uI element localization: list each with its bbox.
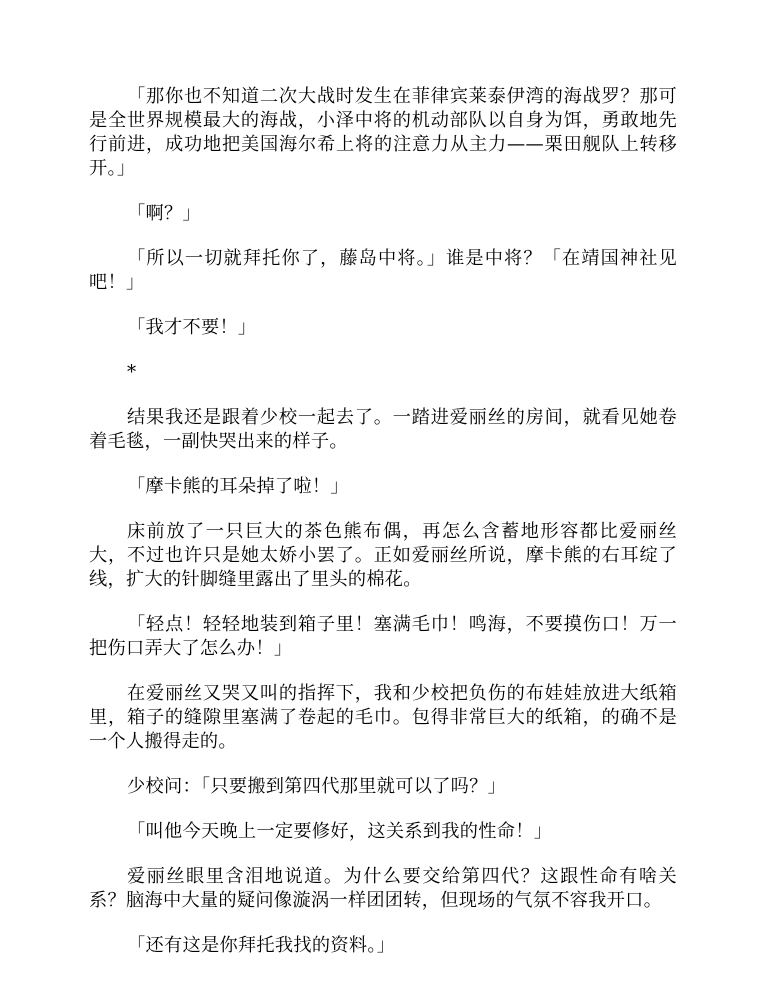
paragraph-battle-explanation: 「那你也不知道二次大战时发生在菲律宾莱泰伊湾的海战罗？那可是全世界规模最大的海战，小泽中将的机动部队以自身为饵，勇敢地先行前进，成功地把美国海尔希上将的注意力从主力——栗田舰队上转移开。」 [89, 86, 677, 179]
paragraph-major-asks: 少校问：「只要搬到第四代那里就可以了吗？」 [127, 776, 507, 797]
paragraph-ear-fell-off: 「摩卡熊的耳朵掉了啦！」 [127, 476, 349, 497]
paragraph-requested-materials: 「还有这是你拜托我找的资料。」 [127, 935, 396, 956]
paragraph-entering-room: 结果我还是跟着少校一起去了。一踏进爱丽丝的房间，就看见她卷着毛毯，一副快哭出来的样子。 [89, 407, 677, 452]
paragraph-packing-box: 在爱丽丝又哭又叫的指挥下，我和少校把负伤的布娃娃放进大纸箱里，箱子的缝隙里塞满了卷起的毛巾。包得非常巨大的纸箱，的确不是一个人搬得走的。 [89, 683, 677, 752]
paragraph-careful-instructions: 「轻点！轻轻地装到箱子里！塞满毛巾！鸣海，不要摸伤口！万一把伤口弄大了怎么办！」 [89, 614, 677, 659]
paragraph-refusal: 「我才不要！」 [127, 317, 257, 338]
paragraph-huh: 「啊？」 [127, 203, 201, 224]
scene-break-asterisk: * [127, 362, 137, 383]
paragraph-fix-tonight: 「叫他今天晚上一定要修好，这关系到我的性命！」 [127, 821, 553, 842]
paragraph-bear-description: 床前放了一只巨大的茶色熊布偶，再怎么含蓄地形容都比爱丽丝大，不过也许只是她太娇小罢了。正如爱丽丝所说，摩卡熊的右耳绽了线，扩大的针脚缝里露出了里头的棉花。 [89, 521, 677, 590]
document-page [89, 85, 677, 979]
paragraph-counting-on-you: 「所以一切就拜托你了，藤岛中将。」谁是中将？「在靖国神社见吧！」 [89, 248, 677, 293]
paragraph-alice-tearful: 爱丽丝眼里含泪地说道。为什么要交给第四代？这跟性命有啥关系？脑海中大量的疑问像漩涡一样团团转，但现场的气氛不容我开口。 [89, 866, 677, 911]
